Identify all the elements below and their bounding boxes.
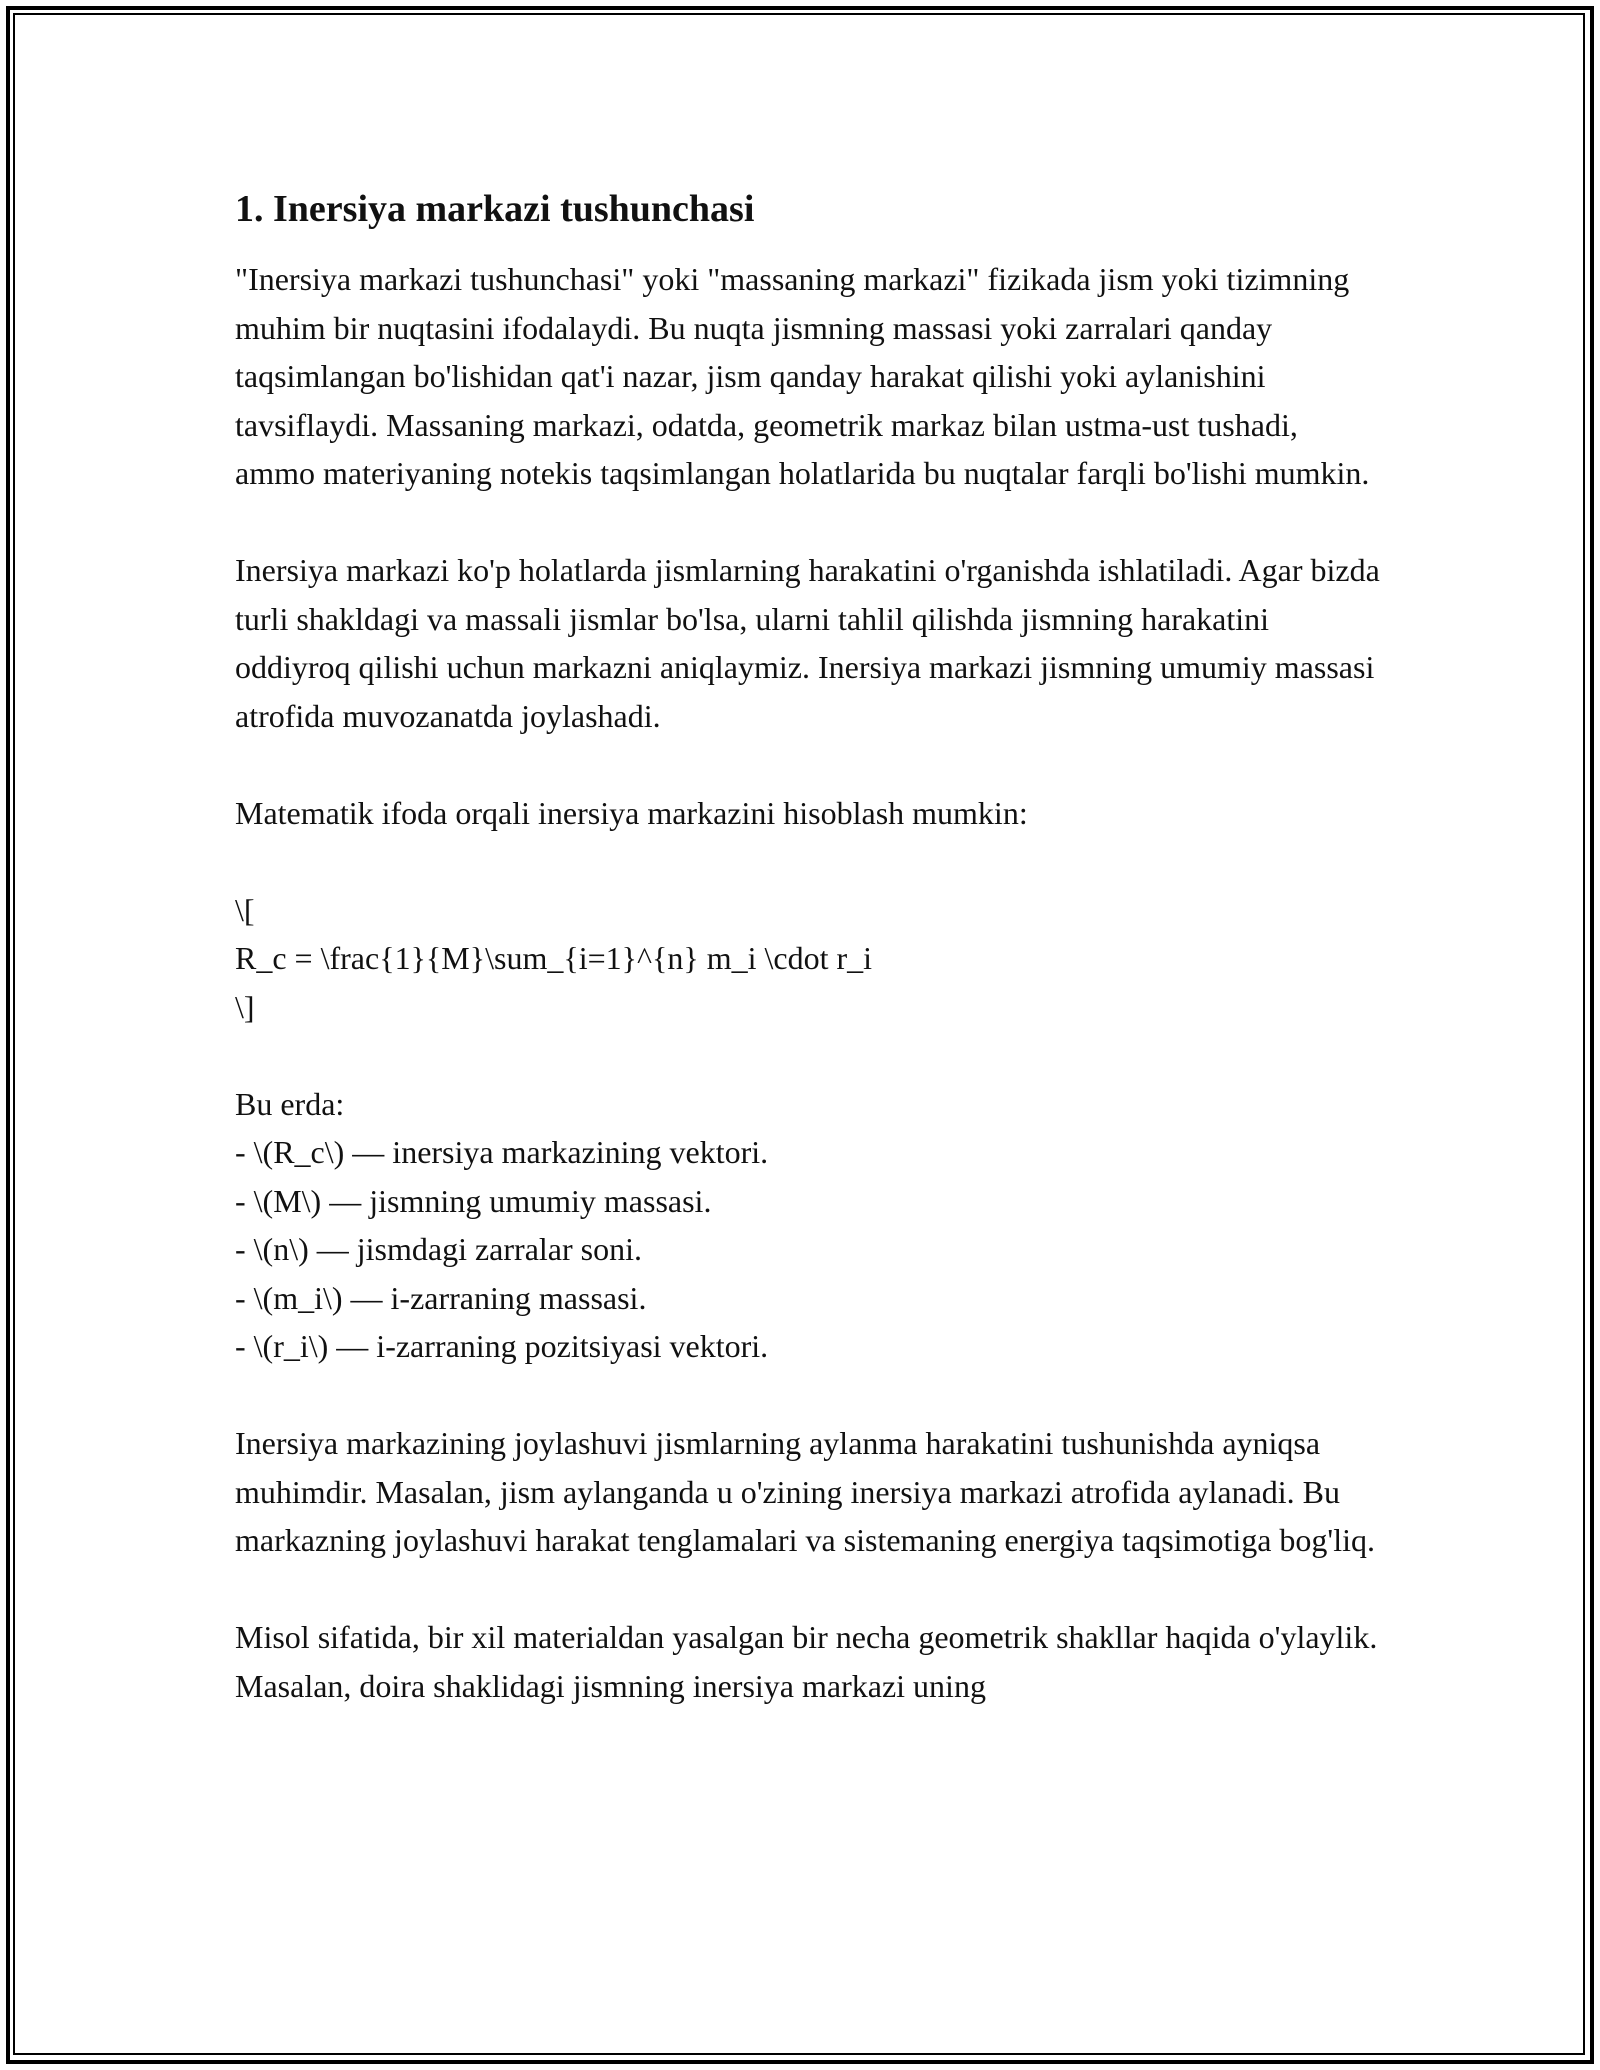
document-content [235, 185, 1385, 1759]
definition-item: - \(R_c\) — inersiya markazining vektori. [235, 1134, 769, 1170]
paragraph-usage: Inersiya markazi ko'p holatlarda jismlarning harakatini o'rganishda ishlatiladi. Agar bizda turli shakldagi va massali jismlar bo'lsa, ularni tahlil qilishda jismning harakatini oddiyroq qilishi uchun markazni aniqlaymiz. Inersiya markazi jismning umumiy massasi atrofida muvozanatda joylashadi. [235, 552, 1380, 734]
paragraph-example: Misol sifatida, bir xil materialdan yasalgan bir necha geometrik shakllar haqida o'ylaylik. Masalan, doira shaklidagi jismning inersiya markazi uning [235, 1619, 1378, 1704]
formula-expression: R_c = \frac{1}{M}\sum_{i=1}^{n} m_i \cdot r_i [235, 940, 873, 976]
definition-item: - \(n\) — jismdagi zarralar soni. [235, 1231, 642, 1267]
paragraph-rotation: Inersiya markazining joylashuvi jismlarning aylanma harakatini tushunishda ayniqsa muhimdir. Masalan, jism aylanganda u o'zining inersiya markazi atrofida aylanadi. Bu markazning joylashuvi harakat tenglamalari va sistemaning energiya taqsimotiga bog'liq. [235, 1425, 1375, 1558]
paragraph-formula-intro: Matematik ifoda orqali inersiya markazini hisoblash mumkin: [235, 794, 1028, 831]
formula-open: \[ [235, 891, 255, 928]
definition-item: - \(r_i\) — i-zarraning pozitsiyasi vektori. [235, 1328, 769, 1364]
formula-close: \] [235, 988, 255, 1025]
paragraph-intro: "Inersiya markazi tushunchasi" yoki "massaning markazi" fizikada jism yoki tizimning muhim bir nuqtasini ifodalaydi. Bu nuqta jismning massasi yoki zarralari qanday taqsimlangan bo'lishidan qat'i nazar, jism qanday harakat qilishi yoki aylanishini tavsiflaydi. Massaning markazi, odatda, geometrik markaz bilan ustma-ust tushadi, ammo materiyaning notekis taqsimlangan holatlarida bu nuqtalar farqli bo'lishi mumkin. [235, 261, 1370, 491]
definition-item: - \(m_i\) — i-zarraning massasi. [235, 1279, 647, 1316]
section-heading: 1. Inersiya markazi tushunchasi [235, 188, 755, 230]
definitions-list [235, 1080, 1385, 1371]
definitions-intro: Bu erda: [235, 1085, 345, 1122]
definition-item: - \(M\) — jismning umumiy massasi. [235, 1182, 712, 1219]
formula-block [235, 886, 1385, 1032]
